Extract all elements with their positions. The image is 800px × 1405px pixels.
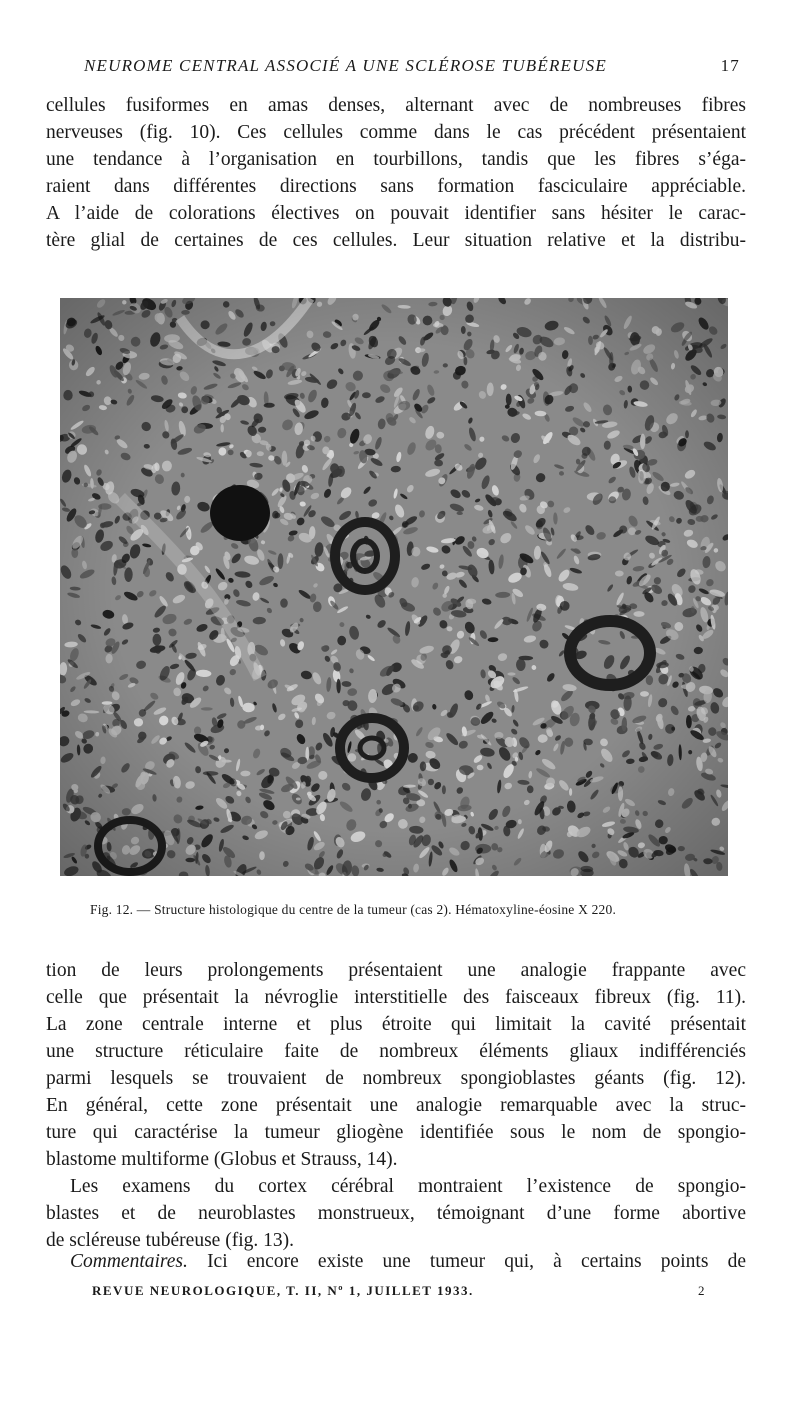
histology-micrograph xyxy=(60,298,728,876)
top-paragraph xyxy=(46,92,746,254)
text-line: de scléreuse tubéreuse (fig. 13). xyxy=(46,1230,294,1251)
exam-paragraph xyxy=(46,1173,746,1254)
text-line: En général, cette zone présentait une analogie remarquable avec la struc- xyxy=(46,1095,746,1116)
text-line: une structure réticulaire faite de nombreux éléments gliaux indifférenciés xyxy=(46,1041,746,1062)
text-line: A l’aide de colorations électives on pouvait identifier sans hésiter le carac- xyxy=(46,203,746,224)
running-title: NEUROME CENTRAL ASSOCIÉ A UNE SCLÉROSE TUBÉREUSE xyxy=(84,56,607,75)
page-footer xyxy=(92,1283,706,1303)
text-line: tère glial de certaines de ces cellules. Leur situation relative et la distribu- xyxy=(46,230,746,251)
text-line xyxy=(46,1248,746,1275)
text-line: nerveuses (fig. 10). Ces cellules comme dans le cas précédent présentaient xyxy=(46,122,746,143)
text-line: raient dans différentes directions sans formation fasciculaire appréciable. xyxy=(46,176,746,197)
text-line: blastome multiforme (Globus et Strauss, 14). xyxy=(46,1149,398,1170)
running-header xyxy=(84,56,740,80)
comment-title: Commentaires. xyxy=(70,1251,188,1272)
middle-paragraph xyxy=(46,957,746,1173)
text-line: La zone centrale interne et plus étroite qui limitait la cavité présentait xyxy=(46,1014,746,1035)
comment-text: Ici encore existe une tumeur qui, à certains points de xyxy=(207,1251,746,1272)
text-line: une tendance à l’organisation en tourbillons, tandis que les fibres s’éga- xyxy=(46,149,746,170)
text-line: parmi lesquels se trouvaient de nombreux spongioblastes géants (fig. 12). xyxy=(46,1068,746,1089)
page-number: 17 xyxy=(720,56,740,75)
comment-paragraph xyxy=(46,1248,746,1275)
figure-caption: Fig. 12. — Structure histologique du centre de la tumeur (cas 2). Hématoxyline-éosine X 220. xyxy=(90,902,617,917)
signature-mark: 2 xyxy=(698,1283,706,1298)
text-line: cellules fusiformes en amas denses, alternant avec de nombreuses fibres xyxy=(46,95,746,116)
text-line: celle que présentait la névroglie interstitielle des faisceaux fibreux (fig. 11). xyxy=(46,987,746,1008)
text-line: blastes et de neuroblastes monstrueux, témoignant d’une forme abortive xyxy=(46,1203,746,1224)
text-line: ture qui caractérise la tumeur gliogène identifiée sous le nom de spongio- xyxy=(46,1122,746,1143)
text-line: Les examens du cortex cérébral montraient l’existence de spongio- xyxy=(70,1176,746,1197)
journal-reference: REVUE NEUROLOGIQUE, T. II, Nº 1, JUILLET 1933. xyxy=(92,1283,474,1298)
text-line: tion de leurs prolongements présentaient une analogie frappante avec xyxy=(46,960,746,981)
